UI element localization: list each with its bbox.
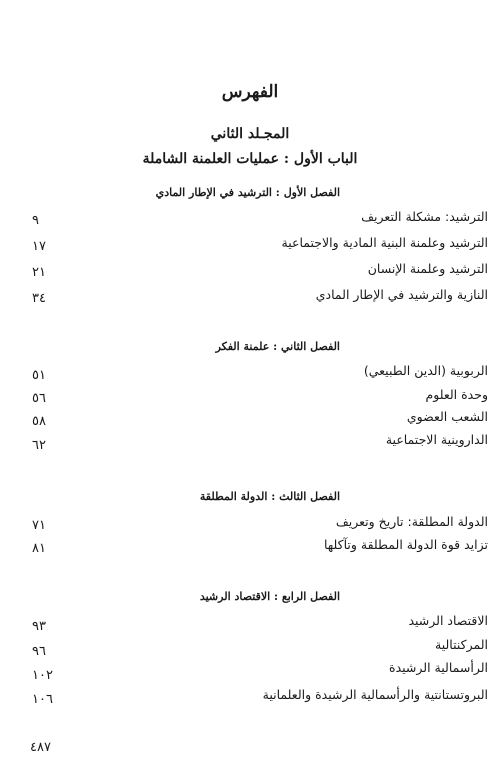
page-number: ٩ — [32, 213, 39, 228]
page-number: ١٠٦ — [32, 692, 53, 707]
page-number: ٥٦ — [32, 391, 46, 406]
page-number: ١٧ — [32, 239, 46, 254]
toc-entry: النازية والترشيد في الإطار المادي — [315, 287, 488, 302]
toc-entry: البروتستانتية والرأسمالية الرشيدة والعلمانية — [262, 687, 488, 702]
page-number: ٨١ — [32, 541, 46, 556]
chapter-heading: الفصل الثالث : الدولة المطلقة — [199, 490, 340, 503]
chapter-heading: الفصل الثاني : علمنة الفكر — [215, 340, 340, 353]
volume-heading: المجـلد الثاني — [210, 126, 290, 142]
page-number: ١٠٢ — [32, 668, 53, 683]
page-number: ٧١ — [32, 518, 46, 533]
toc-entry: الاقتصاد الرشيد — [408, 613, 488, 628]
toc-entry: الترشيد وعلمنة البنية المادية والاجتماعية — [281, 235, 488, 250]
toc-entry: وحدة العلوم — [425, 387, 488, 402]
toc-entry: الترشيد وعلمنة الإنسان — [367, 261, 488, 276]
toc-entry: الدولة المطلقة: تاريخ وتعريف — [335, 514, 488, 529]
page-number: ٩٦ — [32, 644, 46, 659]
chapter-heading: الفصل الأول : الترشيد في الإطار المادي — [155, 186, 340, 199]
toc-entry: الداروينية الاجتماعية — [385, 432, 488, 447]
chapter-heading: الفصل الرابع : الاقتصاد الرشيد — [199, 590, 340, 603]
page-number: ٦٢ — [32, 438, 46, 453]
page-number: ٥١ — [32, 368, 46, 383]
folio-page-number: ٤٨٧ — [30, 740, 51, 755]
part-heading: الباب الأول : عمليات العلمنة الشاملة — [142, 151, 358, 167]
page-number: ٩٣ — [32, 619, 46, 634]
page-number: ٣٤ — [32, 291, 46, 306]
toc-entry: الشعب العضوي — [406, 409, 488, 424]
toc-entry: الترشيد: مشكلة التعريف — [361, 209, 488, 224]
page-title: الفهرس — [221, 82, 279, 102]
toc-entry: المركنتالية — [435, 637, 488, 652]
toc-entry: الربوبية (الدين الطبيعي) — [363, 363, 488, 378]
toc-entry: الرأسمالية الرشيدة — [389, 660, 488, 675]
page-number: ٥٨ — [32, 414, 46, 429]
toc-entry: تزايد قوة الدولة المطلقة وتآكلها — [323, 537, 488, 552]
page-number: ٢١ — [32, 265, 46, 280]
